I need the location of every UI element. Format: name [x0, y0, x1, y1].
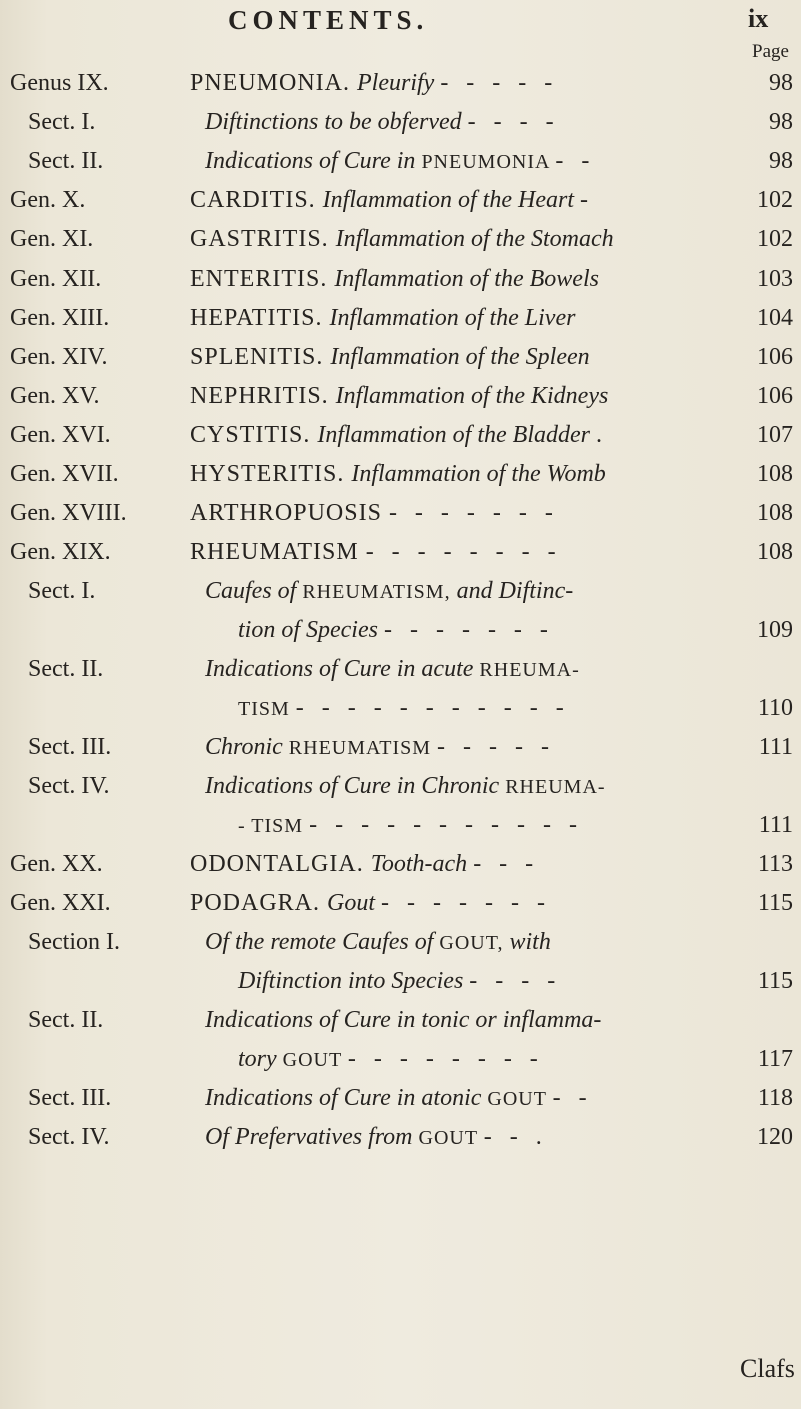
contents-entry — [0, 654, 801, 684]
entry-page-number: 113 — [757, 851, 793, 877]
contents-entry — [0, 185, 801, 215]
entry-label: Sect. III. — [28, 734, 112, 760]
entry-title-main: ODONTALGIA. — [190, 851, 371, 877]
entry-title-sub: Indications of Cure in acute — [205, 656, 480, 682]
entry-label: Gen. XX. — [10, 851, 103, 877]
entry-title-main: PODAGRA. — [190, 890, 328, 916]
entry-title-sub: Diftinction into Species — [238, 968, 470, 994]
entry-page-number: 118 — [757, 1085, 793, 1111]
page-header-title: CONTENTS. — [228, 5, 429, 35]
leader-dots: - - - - - - - - — [365, 539, 562, 565]
contents-entry — [0, 107, 801, 137]
entry-title — [190, 420, 608, 450]
contents-entry — [0, 693, 801, 723]
entry-title — [190, 888, 551, 918]
entry-label: Gen. XI. — [10, 226, 94, 252]
entry-page-number: 102 — [757, 187, 793, 213]
entry-title-smallcaps: TISM — [238, 698, 296, 720]
entry-label: Gen. XII. — [10, 266, 102, 292]
entry-label: Sect. IV. — [28, 773, 110, 799]
entry-label: Gen. XIX. — [10, 539, 111, 565]
entry-label: Gen. XIII. — [10, 305, 110, 331]
entry-label: Gen. XIV. — [10, 344, 108, 370]
entry-title-main: HYSTERITIS. — [190, 461, 352, 487]
leader-dots: - - - — [473, 851, 540, 877]
entry-title-smallcaps: GOUT — [418, 1127, 484, 1149]
entry-title — [205, 1083, 593, 1114]
entry-title-sub: Inflammation of the Liver — [329, 305, 576, 331]
leader-dots: - - - - - - - - - - - — [295, 695, 570, 721]
entry-title-sub: Indications of Cure in atonic — [205, 1085, 488, 1111]
entry-page-number: 107 — [757, 422, 793, 448]
entry-title-sub: Inflammation of the Stomach — [335, 226, 614, 252]
entry-title-sub: Inflammation of the Spleen — [330, 344, 590, 370]
leader-dots: - - - - - - - — [381, 890, 551, 916]
entry-label: Gen. XXI. — [10, 890, 111, 916]
entry-title-sub: Inflammation of the Bladder — [317, 422, 596, 448]
entry-label: Gen. X. — [10, 187, 86, 213]
entry-label: Sect. II. — [28, 656, 104, 682]
entry-title-smallcaps: GOUT, — [439, 932, 510, 954]
contents-entry — [0, 771, 801, 801]
entry-title — [190, 224, 614, 254]
entry-title-main: HEPATITIS. — [190, 305, 330, 331]
entry-title-smallcaps: - TISM — [238, 815, 310, 837]
entry-title-sub: Pleurify — [357, 70, 441, 96]
contents-entry — [0, 927, 801, 957]
entry-title-main: NEPHRITIS. — [190, 383, 336, 409]
contents-entry — [0, 381, 801, 411]
contents-entry — [0, 303, 801, 333]
entry-title-main: RHEUMATISM — [190, 539, 366, 565]
entry-label: Gen. XVI. — [10, 422, 111, 448]
entry-title — [205, 1122, 548, 1153]
entry-title-smallcaps: RHEUMATISM — [288, 737, 438, 759]
entry-page-number: 103 — [757, 266, 793, 292]
contents-entry — [0, 615, 801, 645]
leader-dots: - - - - — [467, 109, 560, 135]
entry-page-number: 98 — [769, 70, 793, 96]
entry-label: Sect. II. — [28, 148, 104, 174]
entry-title-tail: and Diftinc- — [456, 578, 574, 604]
entry-title — [190, 849, 539, 879]
entry-title-sub: Indications of Cure in — [205, 148, 422, 174]
contents-entry — [0, 732, 801, 762]
entry-title-tail: with — [509, 929, 551, 955]
entry-title — [238, 966, 561, 996]
entry-page-number: 104 — [757, 305, 793, 331]
entry-title-sub: tory — [238, 1046, 283, 1072]
entry-page-number: 117 — [757, 1046, 793, 1072]
contents-entry — [0, 537, 801, 567]
entry-title-smallcaps: GOUT — [282, 1049, 348, 1071]
entry-page-number: 120 — [757, 1124, 793, 1150]
entry-title — [238, 615, 554, 645]
entry-title — [205, 146, 595, 177]
contents-entry — [0, 1083, 801, 1113]
entry-title-sub: Tooth-ach — [370, 851, 474, 877]
entry-page-number: 111 — [758, 734, 793, 760]
entry-label: Sect. I. — [28, 578, 96, 604]
entry-title-sub: Caufes of — [205, 578, 303, 604]
entry-title — [190, 381, 608, 411]
leader-dots: - - - - - — [440, 70, 559, 96]
entry-page-number: 111 — [758, 812, 793, 838]
entry-title-main: CYSTITIS. — [190, 422, 318, 448]
contents-entry — [0, 810, 801, 840]
entry-title — [238, 810, 583, 841]
entry-title-main: SPLENITIS. — [190, 344, 331, 370]
leader-dots: - - - - — [469, 968, 562, 994]
contents-entry — [0, 888, 801, 918]
entry-label: Gen. XV. — [10, 383, 100, 409]
leader-dots: - - - - - — [437, 734, 555, 760]
page-column-label: Page — [752, 41, 789, 62]
entry-title — [190, 459, 606, 489]
entry-title — [238, 1044, 544, 1075]
entry-page-number: 98 — [769, 109, 793, 135]
leader-dots: - — [579, 187, 594, 213]
entry-title-main: PNEUMONIA. — [190, 70, 357, 96]
leader-dots: - - - - - - - - - - - — [309, 812, 584, 838]
entry-title — [205, 1005, 601, 1035]
entry-title-sub: Indications of Cure in tonic or inflamma- — [205, 1007, 602, 1033]
entry-page-number: 109 — [757, 617, 793, 643]
contents-entry — [0, 459, 801, 489]
leader-dots: - - — [555, 148, 596, 174]
entry-title-main: ARTHROPUOSIS — [190, 500, 389, 526]
entry-title-sub: Inflammation of the Womb — [351, 461, 606, 487]
contents-entry — [0, 146, 801, 176]
entry-title-sub: Indications of Cure in Chronic — [205, 773, 506, 799]
entry-title-main: ENTERITIS. — [190, 266, 335, 292]
entry-page-number: 108 — [757, 539, 793, 565]
entry-page-number: 108 — [757, 461, 793, 487]
entry-page-number: 115 — [757, 968, 793, 994]
contents-entry — [0, 68, 801, 98]
contents-entry — [0, 420, 801, 450]
entry-label: Gen. XVII. — [10, 461, 119, 487]
entry-title-sub: Gout — [327, 890, 382, 916]
entry-title-smallcaps: PNEUMONIA — [421, 151, 556, 173]
entry-label: Sect. I. — [28, 109, 96, 135]
entry-title — [190, 342, 590, 372]
entry-title-smallcaps: RHEUMA- — [479, 659, 580, 681]
contents-entry — [0, 224, 801, 254]
entry-title-sub: Chronic — [205, 734, 289, 760]
entry-title-sub: Inflammation of the Bowels — [334, 266, 599, 292]
entry-title — [205, 576, 573, 607]
entry-title-sub: Diftinctions to be obferved — [205, 109, 468, 135]
entry-title-main: GASTRITIS. — [190, 226, 336, 252]
leader-dots: - - - - - - - - — [347, 1046, 544, 1072]
entry-title — [190, 537, 562, 567]
entry-page-number: 106 — [757, 344, 793, 370]
entry-title — [190, 264, 599, 294]
entry-title — [205, 732, 555, 763]
entry-title — [205, 107, 560, 137]
contents-entry — [0, 498, 801, 528]
entry-title — [190, 498, 559, 528]
entry-page-number: 106 — [757, 383, 793, 409]
entry-title — [238, 693, 570, 724]
contents-entry — [0, 1122, 801, 1152]
leader-dots: - - — [552, 1085, 593, 1111]
entry-title-smallcaps: RHEUMA- — [505, 776, 606, 798]
entry-title-sub: Inflammation of the Kidneys — [335, 383, 609, 409]
catchword: Clafs — [740, 1354, 795, 1383]
entry-title-smallcaps: RHEUMATISM, — [302, 581, 457, 603]
entry-label: Sect. IV. — [28, 1124, 110, 1150]
entry-label: Sect. III. — [28, 1085, 112, 1111]
contents-entry — [0, 849, 801, 879]
entry-label: Section I. — [28, 929, 120, 955]
leader-dots: - - . — [483, 1124, 548, 1150]
entry-title-main: CARDITIS. — [190, 187, 323, 213]
entry-title — [205, 927, 551, 958]
entry-page-number: 102 — [757, 226, 793, 252]
contents-entry — [0, 1005, 801, 1035]
entry-page-number: 108 — [757, 500, 793, 526]
entry-title — [190, 68, 558, 98]
contents-entry — [0, 1044, 801, 1074]
entry-title-smallcaps: GOUT — [487, 1088, 553, 1110]
entry-label: Sect. II. — [28, 1007, 104, 1033]
entry-label: Gen. XVIII. — [10, 500, 127, 526]
contents-entry — [0, 342, 801, 372]
contents-entry — [0, 966, 801, 996]
leader-dots: - - - - - - - — [383, 617, 554, 643]
entry-page-number: 98 — [769, 148, 793, 174]
entry-title — [190, 303, 575, 333]
entry-title — [205, 771, 606, 802]
entry-title-sub: Of Prefervatives from — [205, 1124, 419, 1150]
contents-entry — [0, 264, 801, 294]
entry-title-sub: Of the remote Caufes of — [205, 929, 440, 955]
entry-title-sub: tion of Species — [238, 617, 384, 643]
entry-page-number: 110 — [757, 695, 793, 721]
leader-dots: - - - - - - - — [388, 500, 559, 526]
entry-label: Genus IX. — [10, 70, 109, 96]
page-number: ix — [748, 4, 769, 33]
entry-page-number: 115 — [757, 890, 793, 916]
leader-dots: . — [595, 422, 608, 448]
entry-title-sub: Inflammation of the Heart — [322, 187, 580, 213]
entry-title — [190, 185, 594, 215]
entry-title — [205, 654, 580, 685]
contents-entry — [0, 576, 801, 606]
